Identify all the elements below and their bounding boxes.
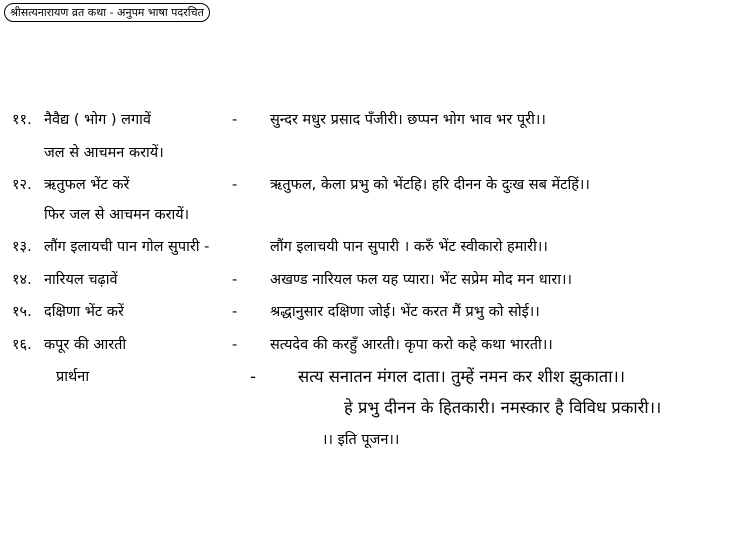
closing-line: ।। इति पूजन।। — [322, 432, 400, 448]
step-continuation: जल से आचमन करायें। — [44, 145, 164, 161]
prayer-label: प्रार्थना — [56, 369, 90, 385]
step-label: नैवैद्य ( भोग ) लगावें — [44, 112, 151, 128]
step-verse: सुन्दर मधुर प्रसाद पँजीरी। छप्पन भोग भाव भर पूरी।। — [270, 112, 546, 128]
step-verse: अखण्ड नारियल फल यह प्यारा। भेंट सप्रेम मोद मन धारा।। — [270, 272, 573, 288]
prayer-dash: - — [250, 367, 256, 386]
step-number: १६. — [12, 337, 32, 353]
step-number: १४. — [12, 272, 32, 288]
step-dash: - — [232, 272, 238, 288]
step-label: कपूर की आरती — [44, 337, 127, 353]
step-number: १५. — [12, 304, 32, 320]
step-verse: लौंग इलाचयी पान सुपारी । करुँ भेंट स्वीकारो हमारी।। — [270, 239, 548, 255]
document-header-tag: श्रीसत्यनारायण व्रत कथा - अनुपम भाषा पदरचित — [4, 3, 210, 22]
step-label: ऋतुफल भेंट करें — [44, 177, 130, 193]
prayer-verse-line-1: सत्य सनातन मंगल दाता। तुम्हें नमन कर शीश झुकाता।। — [298, 367, 625, 386]
step-dash: - — [232, 112, 238, 128]
step-number: १२. — [12, 177, 32, 193]
step-verse: श्रद्धानुसार दक्षिणा जोई। भेंट करत मैं प्रभु को सोई।। — [270, 304, 540, 320]
step-number: ११. — [12, 112, 32, 128]
step-label: दक्षिणा भेंट करें — [44, 304, 124, 320]
step-continuation: फिर जल से आचमन करायें। — [44, 207, 190, 223]
step-verse: ऋतुफल, केला प्रभु को भेंटहि। हरि दीनन के दुःख सब मेंटहिं।। — [270, 177, 590, 193]
step-dash: - — [232, 337, 238, 353]
prayer-verse-line-2: हे प्रभु दीनन के हितकारी। नमस्कार है विविध प्रकारी।। — [344, 398, 662, 417]
step-verse: सत्यदेव की करहुँ आरती। कृपा करो कहे कथा भारती।। — [270, 337, 553, 353]
step-label: लौंग इलायची पान गोल सुपारी - — [44, 239, 210, 255]
step-number: १३. — [12, 239, 32, 255]
step-label: नारियल चढ़ावें — [44, 272, 118, 288]
step-dash: - — [232, 304, 238, 320]
step-dash: - — [232, 177, 238, 193]
